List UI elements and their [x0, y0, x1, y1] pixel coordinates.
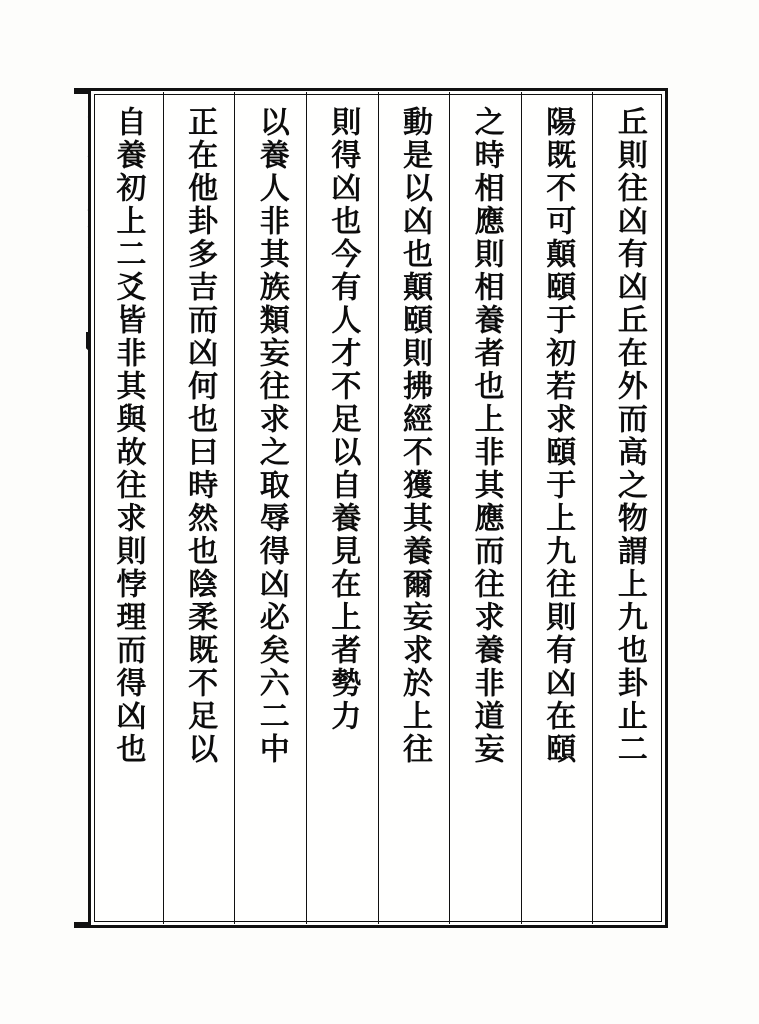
- text-column-4: [378, 92, 450, 924]
- text-column-3: [449, 92, 521, 924]
- text-columns: [92, 92, 664, 924]
- text-column-8: [92, 92, 163, 924]
- spine-mark-top: [74, 88, 89, 94]
- column-text: 以養人非其族類妄往求之取辱得凶必矣六二中: [253, 106, 289, 766]
- column-text: 正在他卦多吉而凶何也曰時然也陰柔既不足以: [182, 106, 218, 766]
- spine-mark-bottom: [74, 922, 89, 928]
- column-text: 陽既不可顛頤于初若求頤于上九往則有凶在頤: [540, 106, 576, 766]
- text-column-6: [234, 92, 306, 924]
- column-text: 則得凶也今有人才不足以自養見在上者勢力: [325, 106, 361, 733]
- text-column-5: [306, 92, 378, 924]
- column-text: 動是以凶也顛頤則拂經不獲其養爾妄求於上往: [397, 106, 432, 766]
- text-column-1: [592, 92, 664, 924]
- column-text: 自養初上二爻皆非其與故往求則悖理而得凶也: [110, 106, 146, 766]
- text-column-2: [521, 92, 593, 924]
- column-text: 丘則往凶有凶丘在外而高之物謂上九也卦止二: [611, 106, 647, 766]
- column-text: 之時相應則相養者也上非其應而往求養非道妄: [468, 106, 504, 766]
- text-column-7: [163, 92, 235, 924]
